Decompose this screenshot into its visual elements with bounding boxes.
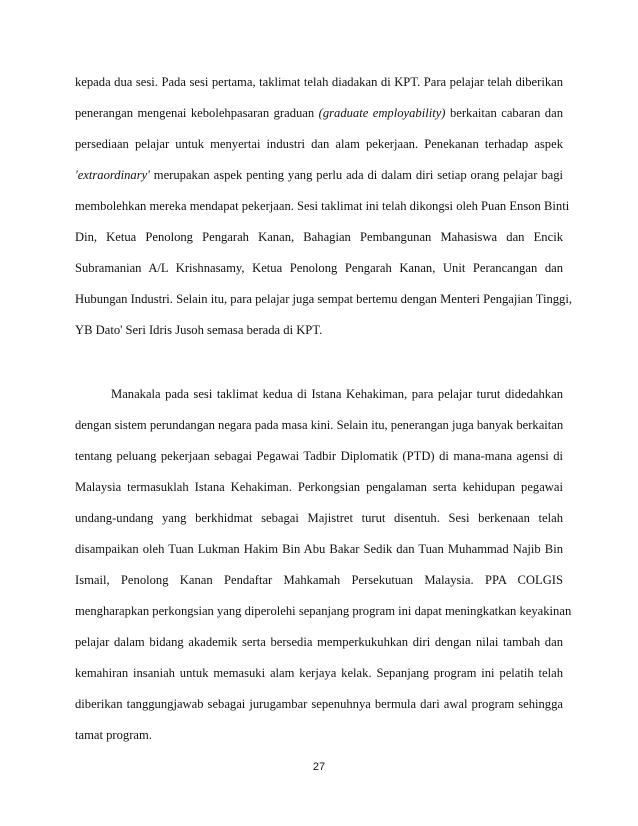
text-line: tentang peluang pekerjaan sebagai Pegawai Tadbir Diplomatik (PTD) di mana-mana agensi di <box>75 449 563 463</box>
text-line: persediaan pelajar untuk menyertai industri dan alam pekerjaan. Penekanan terhadap aspek <box>75 137 563 151</box>
text-line: diberikan tanggungjawab sebagai jurugambar sepenuhnya bermula dari awal program sehingga <box>75 697 563 711</box>
text-line: kepada dua sesi. Pada sesi pertama, taklimat telah diadakan di KPT. Para pelajar telah diberikan <box>75 75 563 89</box>
text-line: Hubungan Industri. Selain itu, para pelajar juga sempat bertemu dengan Menteri Pengajian Tinggi, <box>75 292 572 306</box>
text-line: undang-undang yang berkhidmat sebagai Majistret turut disentuh. Sesi berkenaan telah <box>75 511 563 525</box>
text-line: YB Dato' Seri Idris Jusoh semasa berada di KPT. <box>75 323 323 337</box>
italic-term: (graduate employability) <box>318 106 446 120</box>
text-line: Manakala pada sesi taklimat kedua di Istana Kehakiman, para pelajar turut didedahkan <box>111 387 563 401</box>
text-segment: penerangan mengenai kebolehpasaran graduan <box>75 106 319 120</box>
page-number: 27 <box>312 761 326 773</box>
text-line: Ismail, Penolong Kanan Pendaftar Mahkamah Persekutuan Malaysia. PPA COLGIS <box>75 573 563 587</box>
text-line: dengan sistem perundangan negara pada masa kini. Selain itu, penerangan juga banyak berkaitan <box>75 418 564 432</box>
text-line: kemahiran insaniah untuk memasuki alam kerjaya kelak. Sepanjang program ini pelatih telah <box>75 666 563 680</box>
text-segment: berkaitan cabaran dan <box>445 106 563 120</box>
text-line <box>75 166 563 184</box>
text-line: disampaikan oleh Tuan Lukman Hakim Bin Abu Bakar Sedik dan Tuan Muhammad Najib Bin <box>75 542 563 556</box>
text-line: tamat program. <box>75 728 152 742</box>
text-line: Din, Ketua Penolong Pengarah Kanan, Bahagian Pembangunan Mahasiswa dan Encik <box>75 230 563 244</box>
text-line: mengharapkan perkongsian yang diperolehi sepanjang program ini dapat meningkatkan keyakinan <box>75 604 572 618</box>
text-line: Subramanian A/L Krishnasamy, Ketua Penolong Pengarah Kanan, Unit Perancangan dan <box>75 261 563 275</box>
text-line: membolehkan mereka mendapat pekerjaan. Sesi taklimat ini telah dikongsi oleh Puan Enson Binti <box>75 199 570 213</box>
text-line: Malaysia termasuklah Istana Kehakiman. Perkongsian pengalaman serta kehidupan pegawai <box>75 480 563 494</box>
text-line: pelajar dalam bidang akademik serta bersedia memperkukuhkan diri dengan nilai tambah dan <box>75 635 563 649</box>
italic-term: 'extraordinary' <box>75 168 150 182</box>
text-line <box>75 104 563 122</box>
text-segment: merupakan aspek penting yang perlu ada di dalam diri setiap orang pelajar bagi <box>149 168 563 182</box>
